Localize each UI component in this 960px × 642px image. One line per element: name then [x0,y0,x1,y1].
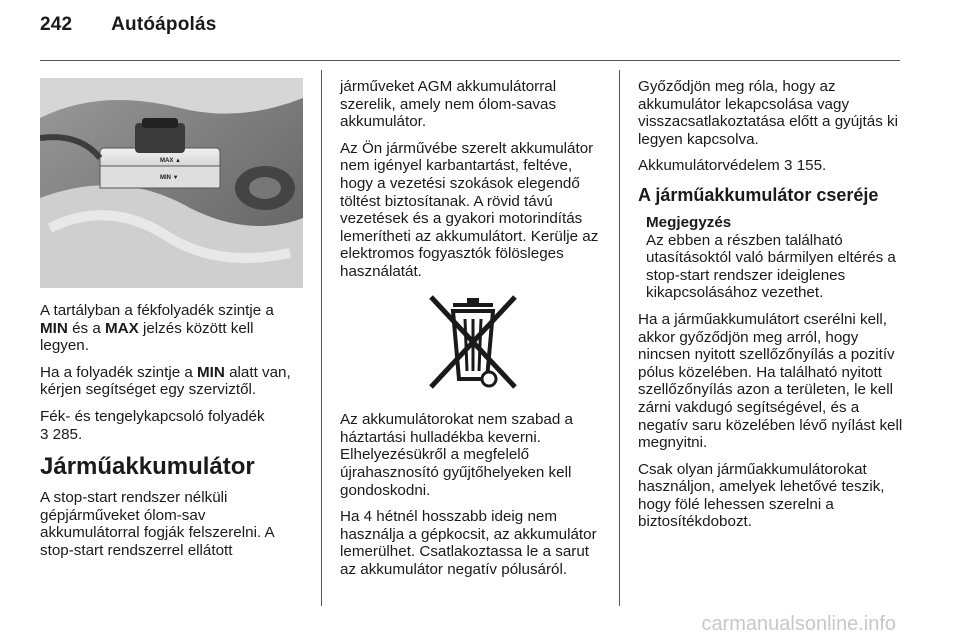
note-title: Megjegyzés [646,213,732,231]
min-label: MIN ▼ [160,175,179,181]
column-2 [340,78,606,587]
page-number: 242 [40,14,73,35]
column-divider [619,70,620,606]
paragraph-vent: Ha a járműakkumulátort cserélni kell, akkor győződjön meg arról, hogy nincsen nyitott szellőzőnyílás a pozitív pólus közelében. Ha található nyitott szellőzőnyílás azon a területen, le kell zárni vakdugó segítségével, és a negatív saru közelében lévő nyílást kell megnyitni. [638,310,903,452]
paragraph-fluid-level: A tartályban a fékfolyadék szintje a MIN és a MAX jelzés között kell legyen. [40,302,274,355]
paragraph-ignition: Győződjön meg róla, hogy az akkumulátor lekapcsolása vagy visszacsatlakoztatása előtt a gyújtás ki legyen kapcsolva. [638,78,898,148]
paragraph-long-storage: Ha 4 hétnél hosszabb ideig nem használja a gépkocsit, az akkumulátor lemerülhet. Csatlakoztassa le a sarut az akkumulátor negatív pólusáról. [340,508,597,578]
paragraph-battery-intro: A stop-start rendszer nélküli gépjárműveket ólom-sav akkumulátorral fogják felszerelni. A stop-start rendszerrel ellátott [40,489,274,559]
paragraph-fuse-box: Csak olyan járműakkumulátorokat használjon, amelyek lehetővé teszik, hogy fölé lehessen szerelni a biztosítékdobozt. [638,460,885,531]
paragraph-agm: járműveket AGM akkumulátorral szerelik, amely nem ólom-savas akkumulátor. [340,78,557,131]
page-reference-link[interactable]: 3 285. [40,425,83,443]
column-divider [321,70,322,606]
paragraph-maintenance: Az Ön járművébe szerelt akkumulátor nem igényel karbantartást, feltéve, hogy a vezetési szokások elegendő töltést biztosítanak. A rövid távú vezetések és a gyakori motorindítás lemerítheti az akkumulátort. Kerülje az elektromos fogyasztók fölösleges használatát. [340,139,599,280]
note-text: Az ebben a részben található utasításoktól való bármilyen eltérés a stop-start rendszer ideiglenes kikapcsolásához vezethet. [646,231,896,302]
column-1 [40,302,305,569]
page-title: Autóápolás [111,14,217,35]
header-rule [40,60,900,61]
max-label: MAX ▲ [160,158,181,164]
section-heading-replacement: A járműakkumulátor cseréje [638,184,879,205]
brake-fluid-reservoir-photo [40,78,303,288]
paragraph-reference: Fék- és tengelykapcsoló folyadék 3 285. [40,407,265,443]
column-3 [638,78,904,540]
paragraph-below-min: Ha a folyadék szintje a MIN alatt van, kérjen segítséget egy szerviztől. [40,363,291,399]
crossed-bin-icon [423,291,523,395]
disposal-symbol [340,291,606,400]
paragraph-battery-protection: Akkumulátorvédelem 3 155. [638,157,827,175]
page-header [40,14,217,36]
note-box [638,214,904,302]
paragraph-disposal: Az akkumulátorokat nem szabad a háztartási hulladékba keverni. Elhelyezésükről a megfelelő újrahasznosító gyűjtőhelyeken kell gondoskodni. [340,411,573,499]
watermark: carmanualsonline.info [701,613,896,635]
section-heading-battery: Járműakkumulátor [40,453,255,481]
